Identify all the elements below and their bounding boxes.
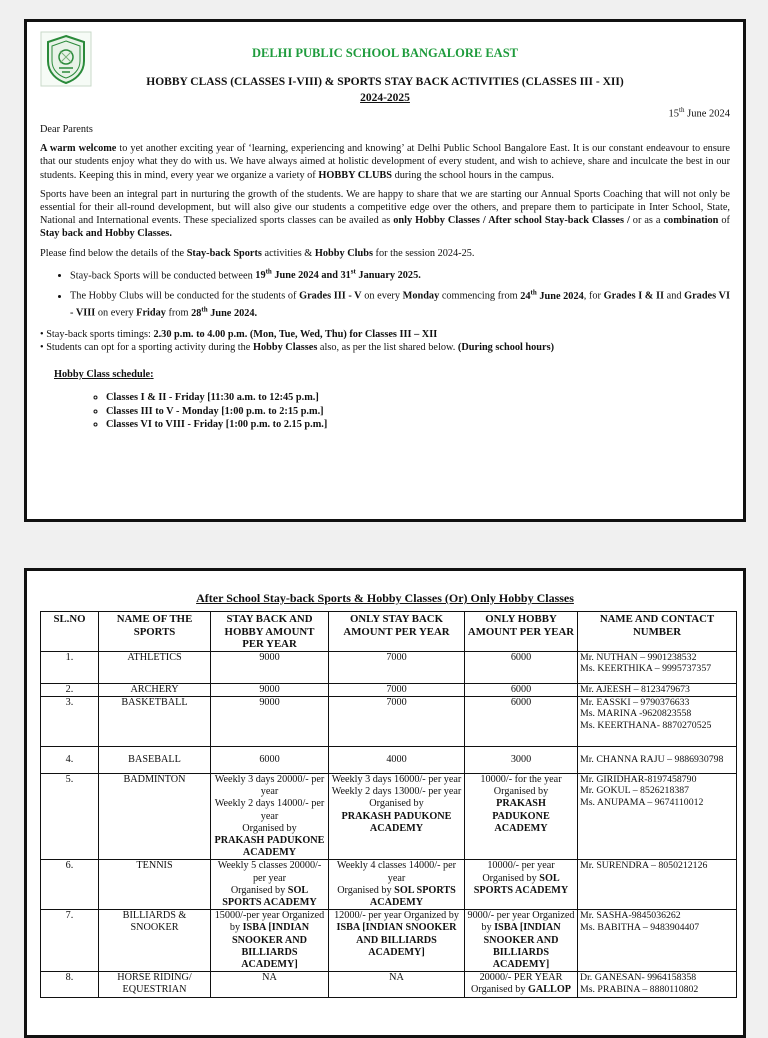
hobby-sport-line: • Students can opt for a sporting activity during the Hobby Classes also, as per the list shared below. (During school hours) [40,341,555,353]
cell-slno: 8. [41,972,99,997]
cell-contact: Mr. SASHA-9845036262 Ms. BABITHA – 9483904407 [578,910,737,972]
paragraph-details: Please find below the details of the Stay-back Sports activities & Hobby Clubs for the session 2024-25. [40,247,475,259]
cell-contact: Mr. CHANNA RAJU – 9886930798 [578,746,737,773]
cell-contact: Mr. AJEESH – 8123479673 [578,683,737,696]
cell-slno: 3. [41,696,99,746]
cell-hobby-amount: 10000/- for the year Organised by PRAKASH PADUKONE ACADEMY [465,773,578,859]
cell-sport: TENNIS [99,860,211,910]
cell-stay-amount: NA [329,972,465,997]
column-header: STAY BACK AND HOBBY AMOUNT PER YEAR [211,612,329,652]
details-list [40,266,730,320]
cell-hobby-amount: 20000/- PER YEAR Organised by GALLOP [465,972,578,997]
table-row [41,696,737,746]
paragraph-sports: Sports have been an integral part in nurturing the growth of the students. We are happy to share that we are starting our Annual Sports Coaching that will not only be essential for their all-round development, but will also give our students a competitive edge over the others, and prepare them to participate in Inter School, State, National and International events. These specialized sports classes can be availed as only Hobby Classes / After school Stay-back Classes / or as a combination of Stay back and Hobby Classes. [40,188,730,240]
cell-contact: Mr. SURENDRA – 8050212126 [578,860,737,910]
cell-hobby-amount: 6000 [465,651,578,683]
cell-stay-amount: Weekly 3 days 16000/- per year Weekly 2 days 13000/- per year Organised by PRAKASH PADUKONE ACADEMY [329,773,465,859]
cell-slno: 7. [41,910,99,972]
list-item: • The Hobby Clubs will be conducted for the students of Grades III - V on every Monday commencing from 24th June 2024, for Grades I & II and Grades VI - VIII on every Friday from 28th June 2024. [70,286,730,319]
column-header: SL.NO [41,612,99,652]
table-page [24,568,746,1038]
cell-stay-amount: Weekly 4 classes 14000/- per year Organised by SOL SPORTS ACADEMY [329,860,465,910]
letter-date: 15th June 2024 [668,106,730,120]
column-header: NAME AND CONTACT NUMBER [578,612,737,652]
schedule-item: ◦ Classes I & II - Friday [11:30 a.m. to 12:45 p.m.] [106,391,730,404]
cell-sport: ARCHERY [99,683,211,696]
cell-sport: HORSE RIDING/ EQUESTRIAN [99,972,211,997]
cell-combo-amount: Weekly 5 classes 20000/- per year Organised by SOL SPORTS ACADEMY [211,860,329,910]
table-row [41,773,737,859]
cell-sport: BILLIARDS & SNOOKER [99,910,211,972]
cell-combo-amount: 6000 [211,746,329,773]
cell-hobby-amount: 6000 [465,696,578,746]
table-row [41,651,737,683]
letter-body [40,123,730,431]
cell-stay-amount: 7000 [329,651,465,683]
session-year: 2024-2025 [360,92,410,104]
cell-sport: ATHLETICS [99,651,211,683]
schedule-item: ◦ Classes III to V - Monday [1:00 p.m. to 2:15 p.m.] [106,405,730,418]
timings-line: • Stay-back sports timings: 2.30 p.m. to 4.00 p.m. (Mon, Tue, Wed, Thu) for Classes III – XII [40,328,438,340]
cell-slno: 5. [41,773,99,859]
cell-slno: 6. [41,860,99,910]
letter-page [24,19,746,522]
cell-sport: BASEBALL [99,746,211,773]
column-header: NAME OF THE SPORTS [99,612,211,652]
column-header: ONLY HOBBY AMOUNT PER YEAR [465,612,578,652]
cell-stay-amount: 7000 [329,683,465,696]
table-title: After School Stay-back Sports & Hobby Classes (Or) Only Hobby Classes [196,591,574,605]
cell-hobby-amount: 9000/- per year Organized by ISBA [INDIAN SNOOKER AND BILLIARDS ACADEMY] [465,910,578,972]
cell-contact: Mr. GIRIDHAR-8197458790 Mr. GOKUL – 8526218387 Ms. ANUPAMA – 9674110012 [578,773,737,859]
cell-slno: 4. [41,746,99,773]
document-title: HOBBY CLASS (CLASSES I-VIII) & SPORTS STAY BACK ACTIVITIES (CLASSES III - XII) [146,76,624,88]
cell-contact: Mr. NUTHAN – 9901238532 Ms. KEERTHIKA – 9995737357 [578,651,737,683]
fees-table [40,611,737,998]
cell-sport: BADMINTON [99,773,211,859]
cell-sport: BASKETBALL [99,696,211,746]
column-header: ONLY STAY BACK AMOUNT PER YEAR [329,612,465,652]
cell-combo-amount: NA [211,972,329,997]
school-name: DELHI PUBLIC SCHOOL BANGALORE EAST [251,46,519,60]
table-row [41,683,737,696]
cell-stay-amount: 12000/- per year Organized by ISBA [INDIAN SNOOKER AND BILLIARDS ACADEMY] [329,910,465,972]
schedule-heading: Hobby Class schedule: [54,369,154,381]
table-header-row [41,612,737,652]
cell-slno: 2. [41,683,99,696]
cell-combo-amount: 9000 [211,651,329,683]
cell-slno: 1. [41,651,99,683]
table-row [41,972,737,997]
table-row [41,746,737,773]
cell-combo-amount: Weekly 3 days 20000/- per year Weekly 2 days 14000/- per year Organised by PRAKASH PADUKONE ACADEMY [211,773,329,859]
table-row [41,910,737,972]
cell-stay-amount: 4000 [329,746,465,773]
cell-combo-amount: 9000 [211,696,329,746]
schedule-item: ◦ Classes VI to VIII - Friday [1:00 p.m. to 2.15 p.m.] [106,418,730,431]
list-item: • Stay-back Sports will be conducted between 19th June 2024 and 31st January 2025. [70,266,730,283]
cell-contact: Mr. EASSKI – 9790376633 Ms. MARINA -9620823558 Ms. KEERTHANA- 8870270525 [578,696,737,746]
cell-hobby-amount: 3000 [465,746,578,773]
salutation: Dear Parents [40,124,93,135]
schedule-list [40,391,730,431]
paragraph-welcome: A warm welcome to yet another exciting year of ‘learning, experiencing and knowing’ at Delhi Public School Bangalore East. It is our constant endeavour to ensure that our students enjoy what they do with us. We have always aimed at holistic development of every student, and wish to achieve, share and inculcate the best in our students. Keeping this in mind, every year we organize a variety of HOBBY CLUBS during the school hours in the campus. [40,143,730,181]
cell-hobby-amount: 10000/- per year Organised by SOL SPORTS ACADEMY [465,860,578,910]
cell-hobby-amount: 6000 [465,683,578,696]
cell-contact: Dr. GANESAN- 9964158358 Ms. PRABINA – 8880110802 [578,972,737,997]
cell-stay-amount: 7000 [329,696,465,746]
table-row [41,860,737,910]
cell-combo-amount: 15000/-per year Organized by ISBA [INDIAN SNOOKER AND BILLIARDS ACADEMY] [211,910,329,972]
cell-combo-amount: 9000 [211,683,329,696]
